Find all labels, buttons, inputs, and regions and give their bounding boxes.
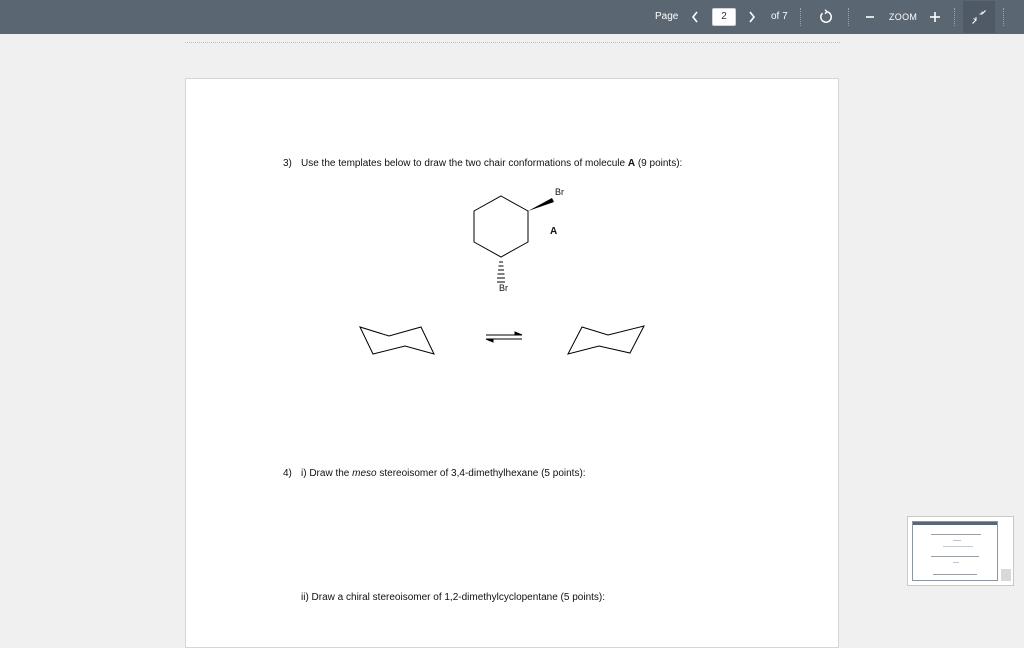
substituent-br-top: Br <box>555 187 564 197</box>
chevron-left-icon[interactable] <box>689 0 701 34</box>
question-text: Use the templates below to draw the two chair conformations of molecule <box>301 158 628 169</box>
plus-icon[interactable] <box>928 0 942 34</box>
minus-icon[interactable] <box>863 0 877 34</box>
thumbnail-text-line <box>931 534 981 535</box>
chair-template-left <box>360 327 434 354</box>
thumbnail-scroll-handle[interactable] <box>1001 569 1011 581</box>
thumbnail-text-line <box>943 546 973 547</box>
substituent-br-bottom: Br <box>499 283 508 293</box>
question-4-part-i <box>283 468 586 479</box>
thumbnail-text-line <box>953 540 961 541</box>
question-text: stereoisomer of 3,4-dimethylhexane (5 points): <box>376 468 586 479</box>
page-thumbnail-navigator[interactable] <box>907 516 1014 586</box>
rotate-icon[interactable] <box>816 7 836 27</box>
pdf-toolbar <box>0 0 1024 34</box>
question-bold-text: A <box>627 158 636 169</box>
page-number-input[interactable] <box>712 8 736 26</box>
chair-template-right <box>568 326 644 354</box>
question-3 <box>283 158 682 169</box>
page-guide-line <box>185 42 840 43</box>
thumbnail-text-line <box>931 556 979 557</box>
question-number: 3) <box>283 158 292 169</box>
question-italic-text: meso <box>352 468 377 479</box>
toolbar-divider <box>954 8 955 26</box>
molecule-label: A <box>550 226 558 237</box>
thumbnail-text-line <box>933 574 977 575</box>
chair-templates <box>356 319 656 359</box>
thumbnail-text-line <box>953 562 959 563</box>
toolbar-divider <box>848 8 849 26</box>
thumbnail-page-preview[interactable] <box>912 521 998 581</box>
page-count: of 7 <box>771 11 788 22</box>
toolbar-divider <box>1003 8 1004 26</box>
question-number: 4) <box>283 468 292 479</box>
toolbar-divider <box>800 8 801 26</box>
wedge-bond <box>528 198 554 211</box>
collapse-arrows-icon[interactable] <box>963 1 995 33</box>
question-text: i) Draw the <box>301 468 353 479</box>
zoom-label: ZOOM <box>889 12 918 22</box>
molecule-a-structure <box>466 184 576 299</box>
pdf-page <box>185 78 839 648</box>
equilibrium-arrows-icon <box>486 332 522 342</box>
hashed-bond <box>497 262 505 282</box>
thumbnail-toolbar <box>913 522 997 525</box>
page-label: Page <box>655 11 679 22</box>
question-4-part-ii: ii) Draw a chiral stereoisomer of 1,2-dimethylcyclopentane (5 points): <box>301 592 606 603</box>
question-text: (9 points): <box>635 158 683 169</box>
chevron-right-icon[interactable] <box>746 0 758 34</box>
